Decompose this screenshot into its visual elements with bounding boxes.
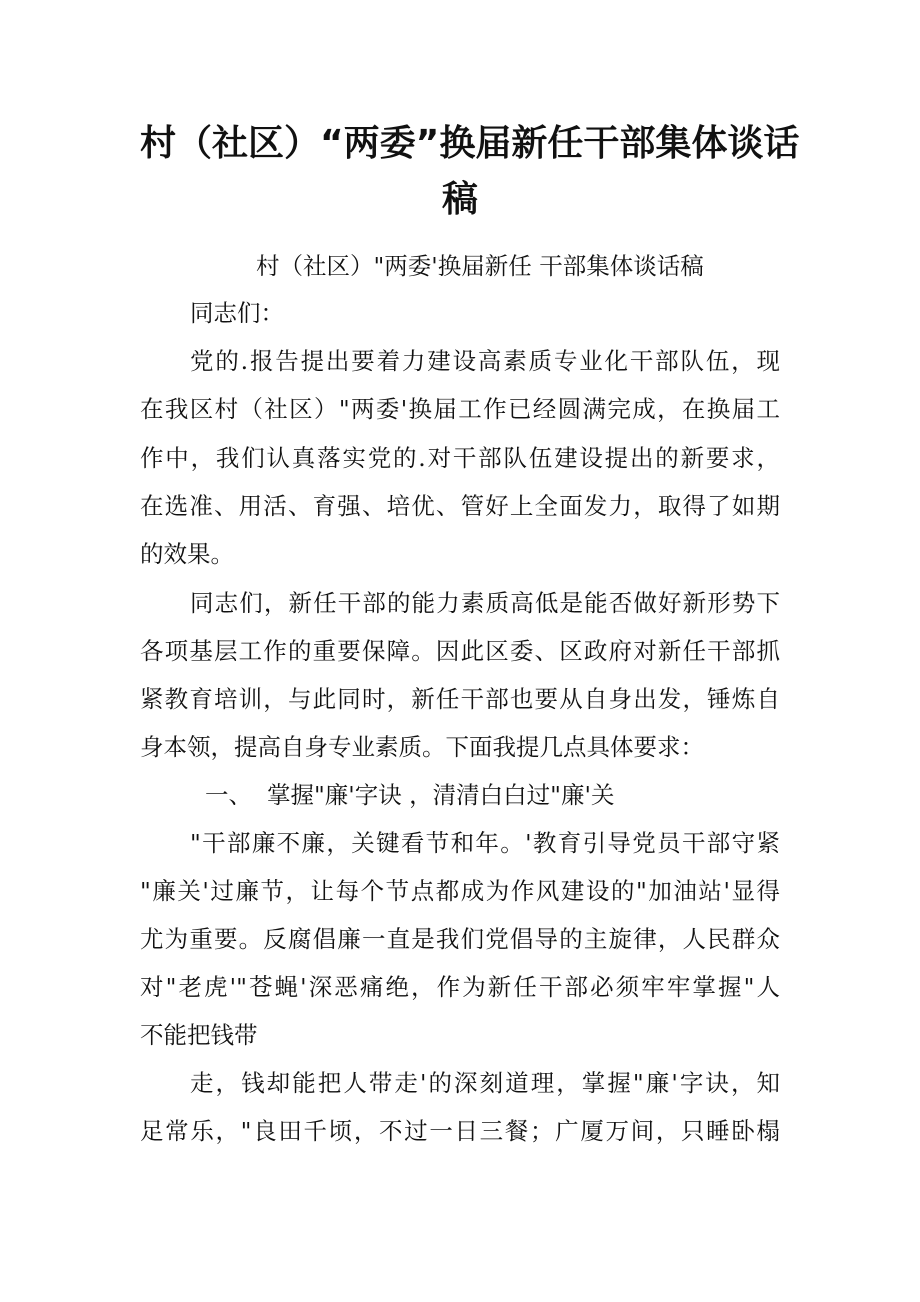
paragraph-3-line-2: "廉关'过廉节，让每个节点都成为作风建设的"加油站'显得	[140, 877, 780, 905]
paragraph-4-line-1: 走，钱却能把人带走'的深刻道理，掌握"廉'字诀，知	[190, 1069, 780, 1097]
paragraph-2-line-1: 同志们，新任干部的能力素质高低是能否做好新形势下	[190, 589, 780, 617]
paragraph-1-line-1: 党的.报告提出要着力建设高素质专业化干部队伍，现	[190, 347, 780, 375]
paragraph-2-line-3: 紧教育培训，与此同时，新任干部也要从自身出发，锤炼自	[140, 685, 780, 713]
paragraph-2-line-2: 各项基层工作的重要保障。因此区委、区政府对新任干部抓	[140, 637, 780, 665]
section-heading-1: 一、 掌握"廉'字诀 ，清清白白过"廉'关	[205, 781, 615, 809]
paragraph-1-line-5: 的效果。	[140, 540, 234, 568]
greeting: 同志们：	[190, 299, 284, 327]
document-title-line-1: 村（社区）“两委”换届新任干部集体谈话	[140, 123, 800, 164]
paragraph-3-line-1: "干部廉不廉，关键看节和年。'教育引导党员干部守紧	[190, 829, 780, 857]
document-title-line-2: 稿	[441, 179, 478, 220]
paragraph-3-line-3: 尤为重要。反腐倡廉一直是我们党倡导的主旋律，人民群众	[140, 925, 780, 953]
paragraph-2-line-4: 身本领，提高自身专业素质。下面我提几点具体要求：	[140, 733, 704, 761]
paragraph-1-line-4: 在选准、用活、育强、培优、管好上全面发力，取得了如期	[140, 492, 780, 520]
paragraph-1-line-3: 作中，我们认真落实党的.对干部队伍建设提出的新要求，	[140, 444, 780, 472]
paragraph-1-line-2: 在我区村（社区）"两委'换届工作已经圆满完成，在换届工	[140, 395, 780, 423]
paragraph-4-line-2: 足常乐，"良田千顷，不过一日三餐；广厦万间，只睡卧榻	[140, 1117, 780, 1145]
paragraph-3-line-4: 对"老虎'"苍蝇'深恶痛绝，作为新任干部必须牢牢掌握"人	[140, 973, 780, 1001]
paragraph-3-line-5: 不能把钱带	[140, 1021, 258, 1049]
document-subtitle: 村（社区）"两委'换届新任 干部集体谈话稿	[256, 252, 704, 280]
